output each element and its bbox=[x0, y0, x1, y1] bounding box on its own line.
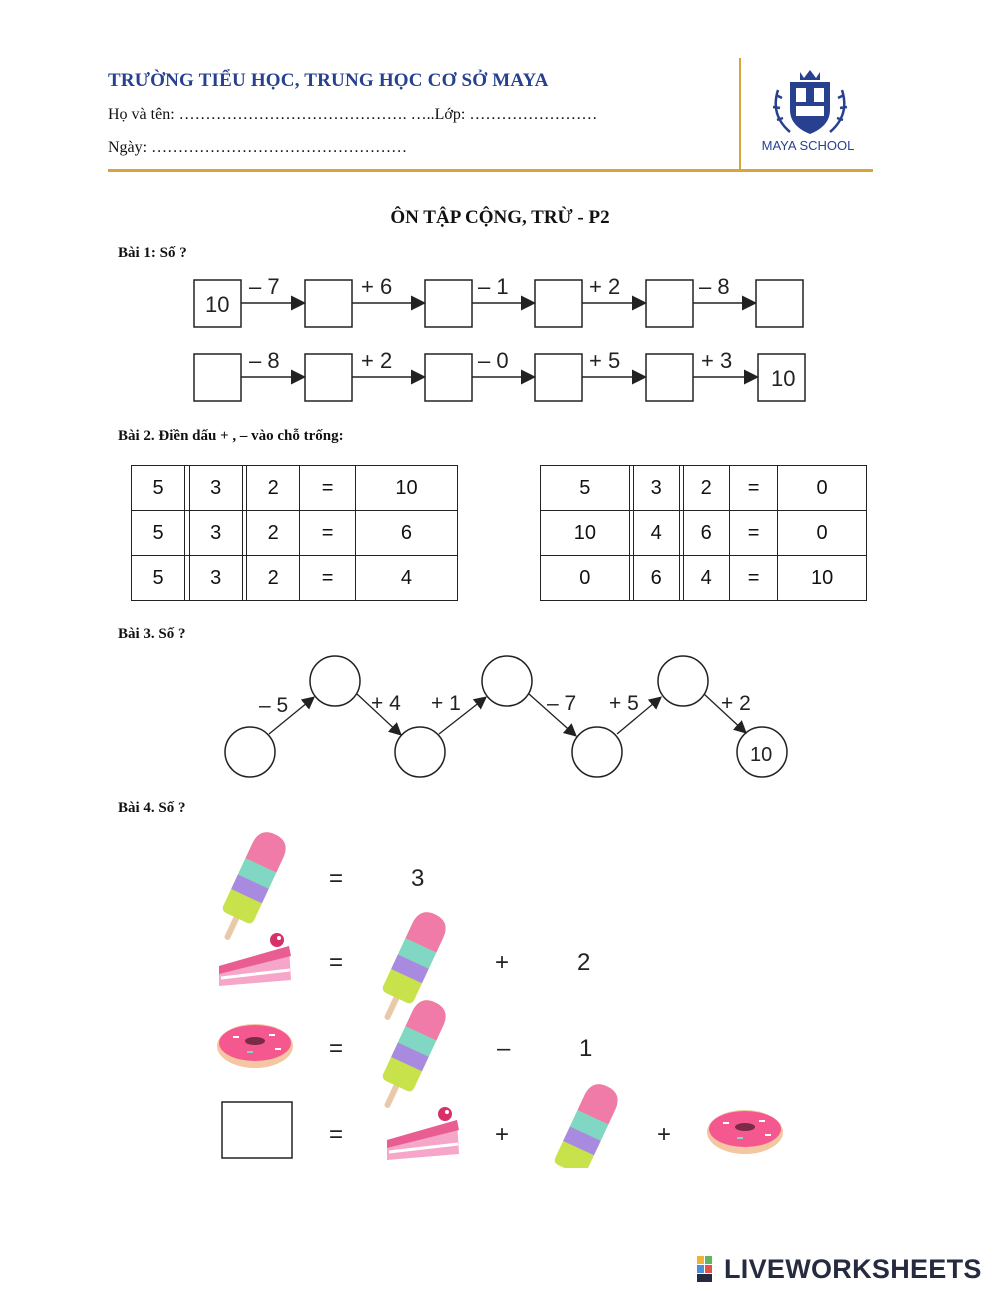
chain1-box-4[interactable] bbox=[535, 280, 582, 327]
chain1-op-1: – 7 bbox=[249, 274, 280, 299]
cell: 10 bbox=[778, 556, 867, 601]
chain1-box-2[interactable] bbox=[305, 280, 352, 327]
chain1-op-3: – 1 bbox=[478, 274, 509, 299]
row3-minus: – bbox=[497, 1035, 511, 1062]
row3-value: 1 bbox=[579, 1035, 593, 1062]
cell: 4 bbox=[683, 556, 729, 601]
chain-row-2 bbox=[194, 348, 805, 401]
donut-icon bbox=[217, 1024, 293, 1068]
liveworksheets-logo-icon bbox=[697, 1256, 721, 1282]
cell: 5 bbox=[132, 556, 185, 601]
cell: 6 bbox=[683, 511, 729, 556]
exercise-4-label: Bài 4. Số ? bbox=[118, 800, 186, 816]
cell: 5 bbox=[541, 466, 630, 511]
row2-equals: = bbox=[329, 949, 344, 976]
left-sign-table bbox=[131, 465, 458, 601]
circle-6[interactable] bbox=[658, 656, 708, 706]
row3-equals: = bbox=[329, 1035, 344, 1062]
cell: = bbox=[729, 466, 777, 511]
chain1-box-5[interactable] bbox=[646, 280, 693, 327]
row4-equals: = bbox=[329, 1121, 344, 1148]
row1-equals: = bbox=[329, 865, 344, 892]
row2-value: 2 bbox=[577, 949, 591, 976]
cake-slice-icon bbox=[387, 1107, 459, 1160]
exercise-4-picture-equations bbox=[205, 828, 795, 1168]
circle-3[interactable] bbox=[395, 727, 445, 777]
chain1-box-3[interactable] bbox=[425, 280, 472, 327]
row4-plus-2: + bbox=[657, 1121, 672, 1148]
cell: 4 bbox=[355, 556, 457, 601]
chain1-op-5: – 8 bbox=[699, 274, 730, 299]
donut-icon bbox=[707, 1110, 783, 1154]
chain2-end-value: 10 bbox=[771, 366, 796, 391]
table-row bbox=[541, 466, 867, 511]
exercise-1-chains bbox=[185, 270, 815, 410]
school-name: TRƯỜNG TIỂU HỌC, TRUNG HỌC CƠ SỞ MAYA bbox=[108, 70, 549, 91]
cell: 3 bbox=[633, 466, 679, 511]
cell: 4 bbox=[633, 511, 679, 556]
cell: 6 bbox=[633, 556, 679, 601]
cell: 2 bbox=[683, 466, 729, 511]
cell: 2 bbox=[247, 556, 300, 601]
cell: 2 bbox=[247, 511, 300, 556]
zigzag-op-6: + 2 bbox=[721, 692, 751, 715]
cell: = bbox=[729, 556, 777, 601]
row2-plus: + bbox=[495, 949, 510, 976]
cell: 5 bbox=[132, 466, 185, 511]
header-divider bbox=[739, 58, 741, 170]
chain-row-1 bbox=[194, 274, 803, 327]
exercise-3-zigzag bbox=[205, 650, 795, 790]
chain2-op-5: + 3 bbox=[701, 348, 733, 373]
right-sign-table bbox=[540, 465, 867, 601]
chain2-box-2[interactable] bbox=[305, 354, 352, 401]
cell: 3 bbox=[189, 556, 242, 601]
liveworksheets-brand: LIVEWORKSHEETS bbox=[724, 1254, 982, 1284]
chain2-box-4[interactable] bbox=[535, 354, 582, 401]
cell: 3 bbox=[189, 466, 242, 511]
cell: 0 bbox=[541, 556, 630, 601]
popsicle-icon bbox=[221, 828, 291, 941]
chain2-box-3[interactable] bbox=[425, 354, 472, 401]
zigzag-op-4: – 7 bbox=[547, 692, 577, 715]
chain1-box-6[interactable] bbox=[756, 280, 803, 327]
popsicle-icon bbox=[381, 907, 451, 1021]
cell: 0 bbox=[778, 466, 867, 511]
row4-answer-box[interactable] bbox=[222, 1102, 292, 1158]
chain1-op-2: + 6 bbox=[361, 274, 393, 299]
row1-value: 3 bbox=[411, 865, 425, 892]
name-class-line: Họ và tên: ……………………………………. …..Lớp: …………………… bbox=[108, 106, 598, 123]
chain1-start-value: 10 bbox=[205, 292, 230, 317]
zigzag-op-1: – 5 bbox=[259, 694, 289, 717]
circle-5[interactable] bbox=[572, 727, 622, 777]
school-logo-text: MAYA SCHOOL bbox=[761, 138, 855, 153]
cell: 6 bbox=[355, 511, 457, 556]
table-row bbox=[132, 511, 458, 556]
chain2-op-3: – 0 bbox=[478, 348, 509, 373]
chain2-op-1: – 8 bbox=[249, 348, 280, 373]
cell: = bbox=[300, 466, 356, 511]
zigzag-op-2: + 4 bbox=[371, 692, 401, 715]
cake-slice-icon bbox=[219, 933, 291, 986]
chain1-op-4: + 2 bbox=[589, 274, 621, 299]
table-row bbox=[541, 511, 867, 556]
table-row bbox=[541, 556, 867, 601]
cell: = bbox=[300, 556, 356, 601]
chain2-box-5[interactable] bbox=[646, 354, 693, 401]
table-row bbox=[132, 556, 458, 601]
chain2-op-2: + 2 bbox=[361, 348, 393, 373]
cell: 3 bbox=[189, 511, 242, 556]
row4-plus-1: + bbox=[495, 1121, 510, 1148]
cell: 10 bbox=[541, 511, 630, 556]
table-row bbox=[132, 466, 458, 511]
zigzag-final-value: 10 bbox=[750, 744, 773, 766]
circle-4[interactable] bbox=[482, 656, 532, 706]
circle-2[interactable] bbox=[310, 656, 360, 706]
header-underline bbox=[108, 169, 873, 172]
cell: = bbox=[729, 511, 777, 556]
zigzag-op-3: + 1 bbox=[431, 692, 461, 715]
zigzag-op-5: + 5 bbox=[609, 692, 639, 715]
popsicle-icon bbox=[553, 1079, 623, 1168]
page-title: ÔN TẬP CỘNG, TRỪ - P2 bbox=[390, 207, 610, 228]
exercise-3-label: Bài 3. Số ? bbox=[118, 626, 186, 642]
cell: = bbox=[300, 511, 356, 556]
chain2-box-1[interactable] bbox=[194, 354, 241, 401]
exercise-1-label: Bài 1: Số ? bbox=[118, 245, 187, 261]
date-line: Ngày: ………………………………………… bbox=[108, 139, 408, 156]
cell: 5 bbox=[132, 511, 185, 556]
chain2-op-4: + 5 bbox=[589, 348, 621, 373]
cell: 10 bbox=[355, 466, 457, 511]
circle-1[interactable] bbox=[225, 727, 275, 777]
cell: 2 bbox=[247, 466, 300, 511]
exercise-2-label: Bài 2. Điền dấu + , – vào chỗ trống: bbox=[118, 428, 344, 444]
cell: 0 bbox=[778, 511, 867, 556]
